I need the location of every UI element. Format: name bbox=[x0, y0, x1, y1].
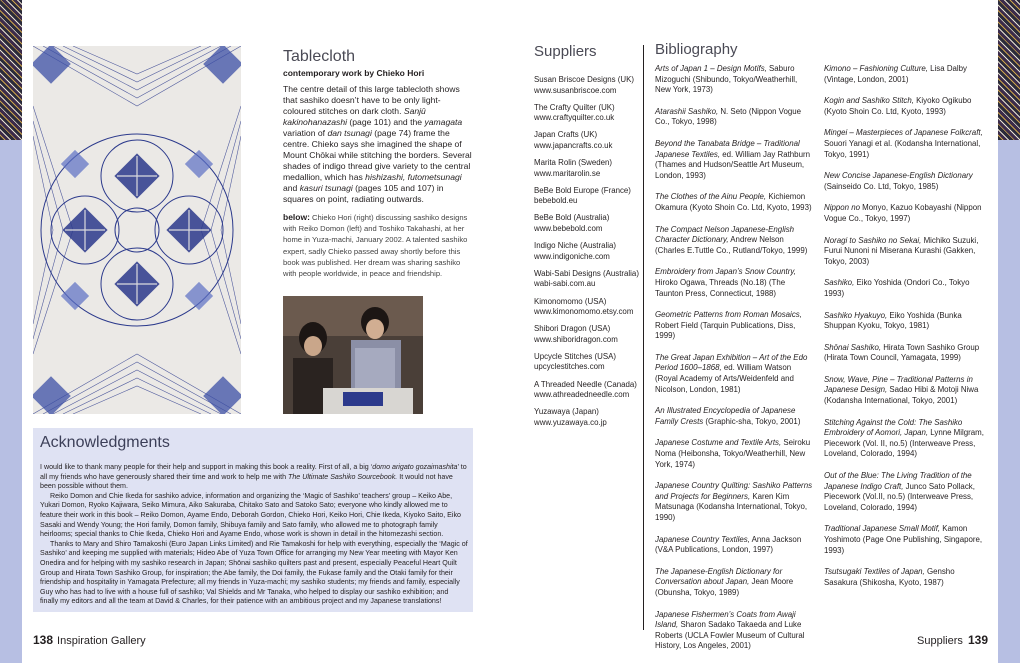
bibliography-title-text: The Compact Nelson Japanese-English Character Dictionary, bbox=[655, 224, 795, 245]
supplier-item bbox=[534, 269, 639, 297]
bibliography-title-text: Japanese Country Textiles, bbox=[655, 534, 750, 544]
bibliography-entry bbox=[655, 481, 815, 523]
bibliography-title-text: Traditional Japanese Small Motif, bbox=[824, 524, 941, 534]
supplier-item bbox=[534, 75, 639, 103]
bibliography-title-text: The Japanese-English Dictionary for Conversation about Japan, bbox=[655, 566, 783, 587]
supplier-name: Indigo Niche (Australia) bbox=[534, 241, 617, 251]
bibliography-details: (Graphic-sha, Tokyo, 2001) bbox=[703, 416, 801, 426]
text-run: (pages 105 and 107) in squares on point, radiating outwards. bbox=[283, 183, 444, 204]
supplier-name: Susan Briscoe Designs (UK) bbox=[534, 75, 634, 84]
bibliography-entry bbox=[824, 96, 989, 117]
bibliography-entry bbox=[824, 64, 989, 85]
acknowledgments-title: Acknowledgments bbox=[40, 434, 170, 451]
left-folio bbox=[33, 633, 146, 647]
column-divider bbox=[643, 45, 644, 630]
bibliography-entry bbox=[655, 438, 815, 470]
supplier-name: BeBe Bold Europe (France) bbox=[534, 185, 631, 195]
text-run: Thanks to Mary and Shiro Tamakoshi (Euro Japan Links Limited) and Rie Tamakoshi for help with everything, especially the ‘Magic of Sashiko’ and keeping me supplied with materials; Hideo Abe of Yuza Town Office for arranging my New Year meeting with Mayor Ken Onedira and for helping with my sashiko research in Japan; Shōnai sashiko quilters past and present, especially Peaceful Heart Quilt Group and Hirata Town Sashiko Group, for inspiration; the Abe family, the Doi family, the Fukase family and the Otaki family for their friendship and hospitality in Yamagata Prefecture; all my friends in Yuza-machi; my sashiko students; my friends and family, especially Guy who has had to live with a house full of sashiko; Val Shields and Mr Tanaka, who helped to display our sashiko exhibition; and finally my editors and all the team at David & Charles, for their patience with an ambitious project and my Japanese translations! bbox=[40, 539, 468, 606]
bibliography-title-text: Japanese Fishermen’s Coats from Awaji Island, bbox=[655, 609, 796, 630]
bibliography-details: Lisa Dalby (Vintage, London, 2001) bbox=[824, 64, 967, 84]
suppliers-list bbox=[534, 75, 639, 435]
supplier-url-link[interactable]: www.athreadedneedle.com bbox=[534, 390, 630, 400]
bibliography-details: (Sainseido Co. Ltd, Tokyo, 1985) bbox=[824, 181, 939, 191]
bibliography-column-2 bbox=[824, 64, 989, 599]
tablecloth-body bbox=[283, 84, 473, 205]
bibliography-entry bbox=[824, 375, 989, 407]
bibliography-title-text: Noragi to Sashiko no Sekai, bbox=[824, 235, 922, 245]
bibliography-title-text: Embroidery from Japan’s Snow Country, bbox=[655, 267, 796, 277]
supplier-name: A Threaded Needle (Canada) bbox=[534, 379, 637, 389]
bibliography-details: Jean Moore (Obunsha, Tokyo, 1989) bbox=[655, 577, 794, 597]
bibliography-details: Robert Field (Tarquin Publications, Diss, 1999) bbox=[655, 320, 796, 341]
bibliography-title-text: Atarashii Sashiko, bbox=[655, 106, 719, 116]
bibliography-entry bbox=[655, 192, 815, 213]
supplier-url-link[interactable]: www.susanbriscoe.com bbox=[534, 85, 617, 95]
supplier-item bbox=[534, 324, 639, 352]
left-running-head: Inspiration Gallery bbox=[57, 635, 146, 647]
supplier-url-link[interactable]: www.yuzawaya.co.jp bbox=[534, 417, 607, 427]
text-run: Reiko Domon and Chie Ikeda for sashiko advice, information and organizing the ‘Magic of Sashiko’ teachers’ group – Keiko Abe, Yukari Domon, Ryoko Kajiwara, Seiko Mimura, Aiko Sakuraba, Chitako Sato and Satoko Sato; everyone who kindly allowed me to feature their work in this book – Reiko Domon, Ayame Endo, Deborah Gordon, Chieko Hori, Keiko Hori, Chie Ikeda, Kiyoko Saito, Eiko Sasaki and Wendy Young; the Hori family, Domon family, Shibuya family and Sato family, who allowed me to photograph family heirlooms; special thanks to Chie Ikeda, Chieko Hori and Ayame Endo, whose work is shown in detail in the hitomezashi section. bbox=[40, 491, 461, 539]
chieko-hori-discussion-photo bbox=[283, 296, 423, 414]
acknowledgments-paragraph bbox=[40, 540, 468, 607]
supplier-url-link[interactable]: www.craftyquilter.co.uk bbox=[534, 113, 615, 123]
text-run: yamagata bbox=[424, 117, 463, 127]
bibliography-details: Lynne Milgram, Piecework (Vol. II, no.5) (Interweave Press, Loveland, Colorado, 1994) bbox=[824, 428, 984, 459]
bibliography-title-text: Shōnai Sashiko, bbox=[824, 342, 882, 352]
supplier-name: Kimonomomo (USA) bbox=[534, 296, 607, 306]
supplier-name: Wabi-Sabi Designs (Australia) bbox=[534, 268, 639, 278]
bibliography-entry bbox=[655, 406, 815, 427]
bibliography-entry bbox=[824, 567, 989, 588]
bibliography-title-text: The Clothes of the Ainu People, bbox=[655, 192, 767, 202]
bibliography-title-text: Mingei – Masterpieces of Japanese Folkcraft, bbox=[824, 128, 983, 138]
supplier-item bbox=[534, 186, 639, 214]
bibliography-details: ed. William Jay Rathburn (Thames and Hudson/Seattle Art Museum, London, 1993) bbox=[655, 149, 810, 180]
bibliography-title: Bibliography bbox=[655, 41, 738, 58]
bibliography-entry bbox=[824, 311, 989, 332]
supplier-name: Upcycle Stitches (USA) bbox=[534, 351, 616, 361]
supplier-url-link[interactable]: www.maritarolin.se bbox=[534, 168, 601, 178]
bibliography-title-text: Sashiko Hyakuyo, bbox=[824, 310, 888, 320]
bibliography-title-text: Snow, Wave, Pine – Traditional Patterns in Japanese Design, bbox=[824, 374, 973, 395]
bibliography-title-text: An Illustrated Encyclopedia of Japanese Family Crests bbox=[655, 406, 796, 426]
acknowledgments-paragraph bbox=[40, 492, 468, 540]
bibliography-entry bbox=[655, 267, 815, 299]
supplier-name: Yuzawaya (Japan) bbox=[534, 407, 599, 417]
bibliography-details: Monyo, Kazuo Kobayashi (Nippon Vogue Co., Tokyo, 1997) bbox=[824, 203, 982, 223]
bibliography-entry bbox=[824, 278, 989, 299]
bibliography-details: Andrew Nelson (Charles E.Tuttle Co., Rutland/Tokyo, 1999) bbox=[655, 235, 808, 255]
bibliography-entry bbox=[655, 610, 815, 652]
bibliography-details: Seiroku Noma (Heibonsha, Tokyo/Weatherhill, New York, 1974) bbox=[655, 438, 811, 469]
bibliography-title-text: Nippon no bbox=[824, 203, 860, 213]
supplier-item bbox=[534, 380, 639, 408]
bibliography-entry bbox=[655, 225, 815, 257]
bibliography-title-text: The Great Japan Exhibition – Art of the Edo Period 1600–1868, bbox=[655, 352, 808, 373]
bibliography-entry bbox=[824, 128, 989, 160]
text-run: I would like to thank many people for their help and support in making this book a reality. First of all, a big ‘ bbox=[40, 463, 373, 471]
supplier-item bbox=[534, 241, 639, 269]
supplier-item bbox=[534, 352, 639, 380]
supplier-url-link[interactable]: www.japancrafts.co.uk bbox=[534, 140, 613, 150]
text-run: kasuri tsunagi bbox=[299, 183, 353, 193]
bibliography-title-text: Stitching Against the Cold: The Sashiko Embroidery of Aomori, Japan, bbox=[824, 417, 963, 438]
bibliography-entry bbox=[824, 343, 989, 364]
supplier-name: Japan Crafts (UK) bbox=[534, 130, 598, 140]
tablecloth-title: Tablecloth bbox=[283, 48, 356, 65]
bibliography-details: Kamon Yoshimoto (Page One Publishing, Singapore, 1993) bbox=[824, 524, 983, 555]
bibliography-details: N. Seto (Nippon Vogue Co., Tokyo, 1998) bbox=[655, 106, 802, 127]
bibliography-title-text: New Concise Japanese-English Dictionary bbox=[824, 171, 973, 181]
supplier-item bbox=[534, 130, 639, 158]
photo-caption bbox=[283, 212, 473, 279]
bibliography-entry bbox=[655, 64, 815, 96]
text-run: Sanjū kakinohanazashi bbox=[283, 106, 426, 127]
bibliography-column-1 bbox=[655, 64, 815, 663]
acknowledgments-paragraph bbox=[40, 463, 468, 492]
supplier-name: Marita Rolin (Sweden) bbox=[534, 158, 613, 168]
bibliography-entry bbox=[824, 203, 989, 224]
supplier-item bbox=[534, 158, 639, 186]
bibliography-details: Karen Kim Matsunaga (Kodansha International, Tokyo, 1990) bbox=[655, 491, 808, 522]
bibliography-details: Souori Yanagi et al. (Kodansha International, Tokyo, 1991) bbox=[824, 138, 981, 159]
supplier-name: BeBe Bold (Australia) bbox=[534, 213, 610, 223]
bibliography-details: Eiko Yoshida (Bunka Shuppan Kyoku, Tokyo, 1981) bbox=[824, 310, 962, 331]
bibliography-details: Hirata Town Sashiko Group (Hirata Town Council, Yamagata, 1999) bbox=[824, 342, 980, 363]
bibliography-details: Kichiemon Okamura (Kyoto Shoin Co. Ltd, Kyoto, 1993) bbox=[655, 192, 812, 212]
bibliography-entry bbox=[655, 567, 815, 599]
bibliography-details: Michiko Suzuki, Furui Nunoni ni Miserana Kurashi (Gakken, Tokyo, 2003) bbox=[824, 235, 979, 266]
text-run: The Ultimate Sashiko Sourcebook. bbox=[288, 472, 398, 481]
text-run: (page 101) and the bbox=[347, 117, 425, 127]
bibliography-title-text: Sashiko, bbox=[824, 278, 855, 288]
bibliography-title-text: Kimono – Fashioning Culture, bbox=[824, 64, 928, 73]
bibliography-entry bbox=[655, 139, 815, 181]
bibliography-details: Kiyoko Ogikubo (Kyoto Shoin Co. Ltd, Kyoto, 1993) bbox=[824, 96, 972, 116]
right-folio bbox=[917, 633, 988, 647]
bibliography-entry bbox=[824, 171, 989, 192]
supplier-name: The Crafty Quilter (UK) bbox=[534, 102, 615, 112]
bibliography-title-text: Beyond the Tanabata Bridge – Traditional Japanese Textiles, bbox=[655, 138, 800, 159]
bibliography-details: ed. William Watson (Royal Academy of Arts/Weidenfeld and Nicolson, London, 1981) bbox=[655, 363, 794, 394]
supplier-url-link[interactable]: wabi-sabi.com.au bbox=[534, 279, 596, 289]
supplier-item bbox=[534, 213, 639, 241]
bibliography-details: Sadao Hibi & Motoji Niwa (Kodansha International, Tokyo, 2001) bbox=[824, 385, 979, 406]
right-page-number: 139 bbox=[967, 633, 988, 647]
bibliography-entry bbox=[824, 236, 989, 268]
supplier-url-link[interactable]: www.bebebold.com bbox=[534, 223, 603, 233]
text-run: (page 74) frame the centre. Chieko says she imagined the shape of Mount Chōkai while stitching the borders. Several shades of indigo thread give variety to the central medallion, which has bbox=[283, 128, 472, 182]
bibliography-details: Hiroko Ogawa, Threads (No.18) (The Taunton Press, Connecticut, 1988) bbox=[655, 277, 786, 298]
bibliography-entry bbox=[824, 524, 989, 556]
bibliography-details: Eiko Yoshida (Ondori Co., Tokyo 1993) bbox=[824, 278, 970, 298]
supplier-item bbox=[534, 297, 639, 325]
text-run: ’ to all my friends who have generously shared their time and work to help me with bbox=[40, 463, 467, 481]
bibliography-title-text: Geometric Patterns from Roman Mosaics, bbox=[655, 310, 802, 320]
bibliography-title-text: Japanese Country Quilting: Sashiko Patterns and Projects for Beginners, bbox=[655, 481, 813, 501]
text-run: It would not have been possible without them. bbox=[40, 472, 453, 491]
caption-label: below: bbox=[283, 212, 310, 222]
left-textile-strip bbox=[0, 0, 22, 140]
bibliography-details: Sharon Sadako Takaeda and Luke Roberts (UCLA Fowler Museum of Cultural History, Los Angeles, 2001) bbox=[655, 620, 805, 651]
text-run: The centre detail of this large tablecloth shows that sashiko doesn’t have to be only light-coloured stitches on dark cloth. bbox=[283, 84, 460, 116]
text-run: variation of bbox=[283, 128, 328, 138]
bibliography-details: Gensho Sasakura (Shikosha, Kyoto, 1987) bbox=[824, 567, 955, 587]
bibliography-title-text: Japanese Costume and Textile Arts, bbox=[655, 438, 782, 448]
bibliography-details: Saburo Mizoguchi (Shibundo, Tokyo/Weatherhill, New York, 1973) bbox=[655, 64, 798, 95]
bibliography-entry bbox=[655, 535, 815, 556]
bibliography-entry bbox=[655, 353, 815, 395]
acknowledgments-body bbox=[40, 463, 468, 607]
bibliography-title-text: Arts of Japan 1 – Design Motifs, bbox=[655, 64, 767, 73]
right-running-head: Suppliers bbox=[917, 635, 963, 647]
supplier-url-link[interactable]: www.indigoniche.com bbox=[534, 251, 610, 261]
supplier-url-link[interactable]: www.kimonomomo.etsy.com bbox=[534, 307, 634, 316]
bibliography-entry bbox=[655, 310, 815, 342]
supplier-name: Shibori Dragon (USA) bbox=[534, 324, 611, 334]
supplier-url-link[interactable]: www.shiboridragon.com bbox=[534, 334, 618, 344]
supplier-url-link[interactable]: upcyclestitches.com bbox=[534, 362, 605, 372]
bibliography-entry bbox=[655, 107, 815, 128]
bibliography-title-text: Kogin and Sashiko Stitch, bbox=[824, 96, 914, 106]
left-page-number: 138 bbox=[33, 633, 54, 647]
bibliography-entry bbox=[824, 418, 989, 460]
bibliography-details: Anna Jackson (V&A Publications, London, 1997) bbox=[655, 534, 802, 555]
text-run: dan tsunagi bbox=[327, 128, 372, 138]
supplier-url-link[interactable]: bebebold.eu bbox=[534, 196, 578, 206]
suppliers-title: Suppliers bbox=[534, 43, 597, 60]
right-textile-strip bbox=[998, 0, 1020, 140]
text-run: domo arigato gozaimashita bbox=[372, 463, 458, 471]
bibliography-title-text: Out of the Blue: The Living Tradition of the Japanese Indigo Craft, bbox=[824, 471, 972, 491]
supplier-item bbox=[534, 103, 639, 131]
caption-text: Chieko Hori (right) discussing sashiko designs with Reiko Domon (left) and Toshiko Takahashi, at her home in Yuza-machi, January 2002. A talented sashiko expert, sadly Chieko passed away shortly before this book was published. Her dream was sharing sashiko with people worldwide, in peace and friendship. bbox=[283, 213, 468, 279]
supplier-item bbox=[534, 407, 639, 435]
tablecloth-subtitle: contemporary work by Chieko Hori bbox=[283, 68, 425, 78]
text-run: and bbox=[283, 183, 300, 193]
bibliography-details: Junco Sato Pollack, Piecework (Vol.II, no.5) (Interweave Press, Loveland, Colorado, 1994) bbox=[824, 481, 975, 512]
bibliography-title-text: Tsutsugaki Textiles of Japan, bbox=[824, 567, 925, 577]
text-run: hishizashi, futometsunagi bbox=[365, 172, 462, 182]
sashiko-tablecloth-photo bbox=[33, 46, 241, 414]
bibliography-entry bbox=[824, 471, 989, 513]
